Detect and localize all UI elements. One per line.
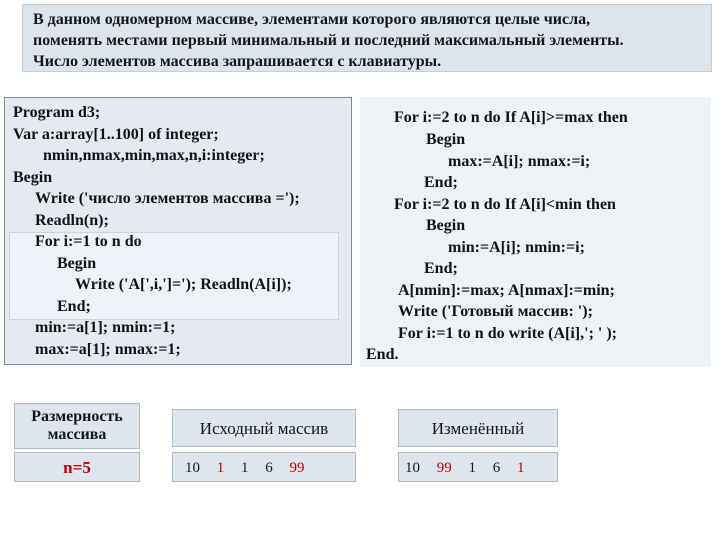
code-line: Begin [13, 168, 53, 186]
array-value-highlight: 99 [436, 460, 452, 476]
task-description [22, 4, 712, 72]
changed-values-cell [398, 452, 558, 482]
code-line: End. [366, 346, 399, 363]
code-line: max:=a[1]; nmax:=1; [35, 340, 181, 358]
code-panel-right [360, 97, 710, 367]
code-line: nmin,nmax,min,max,n,i:integer; [43, 147, 265, 164]
array-value-highlight: 1 [517, 460, 525, 476]
code-line: Begin [57, 254, 97, 272]
code-line: For i:=2 to n do If A[i]>=max then [394, 109, 628, 126]
code-panel-left [4, 97, 352, 365]
code-line: For i:=1 to n do [35, 233, 142, 250]
code-line: End; [57, 297, 91, 315]
code-line: Begin [426, 131, 466, 148]
code-line: End; [424, 260, 458, 277]
code-line: For i:=2 to n do If A[i]<min then [394, 196, 616, 213]
code-line: min:=A[i]; nmin:=i; [448, 239, 585, 256]
code-line: For i:=1 to n do write (A[i],'; ' ); [398, 325, 617, 342]
array-value: 6 [492, 460, 501, 476]
size-label-line2: массива [47, 426, 107, 443]
array-value-highlight: 99 [289, 460, 305, 476]
original-label: Исходный массив [199, 419, 329, 438]
array-value: 1 [468, 460, 476, 476]
array-value: 10 [405, 460, 420, 476]
task-line-1: В данном одномерном массиве, элементами которого являются целые числа, [33, 11, 591, 28]
changed-label-cell [398, 409, 558, 447]
array-value-highlight: 1 [216, 460, 225, 476]
size-value-cell [14, 452, 140, 482]
changed-label: Изменённый [431, 419, 525, 438]
array-value: 1 [241, 460, 249, 476]
code-line: Readln(n); [35, 211, 109, 229]
size-label-line1: Размерность [31, 408, 123, 425]
size-label-cell [14, 403, 140, 449]
code-line: End; [424, 174, 458, 191]
code-line: A[nmin]:=max; A[nmax]:=min; [398, 282, 615, 299]
task-line-3: Число элементов массива запрашивается с клавиатуры. [33, 53, 442, 70]
code-line: Write ('число элементов массива ='); [35, 190, 300, 207]
code-line: min:=a[1]; nmin:=1; [35, 319, 176, 336]
task-line-2: поменять местами первый минимальный и последний максимальный элементы. [33, 32, 624, 49]
code-line: Begin [426, 217, 466, 234]
original-label-cell [172, 409, 356, 447]
original-values-cell [172, 452, 356, 482]
array-value: 6 [265, 460, 273, 476]
array-value: 10 [185, 460, 200, 476]
size-value: n=5 [63, 458, 91, 477]
code-line: Write ('Готовый массив: '); [398, 303, 593, 320]
code-line: Program d3; [13, 104, 101, 121]
code-line: max:=A[i]; nmax:=i; [448, 153, 591, 170]
code-line: Write ('A[',i,']='); Readln(A[i]); [75, 276, 292, 293]
code-line: Var a:array[1..100] of integer; [13, 125, 219, 143]
